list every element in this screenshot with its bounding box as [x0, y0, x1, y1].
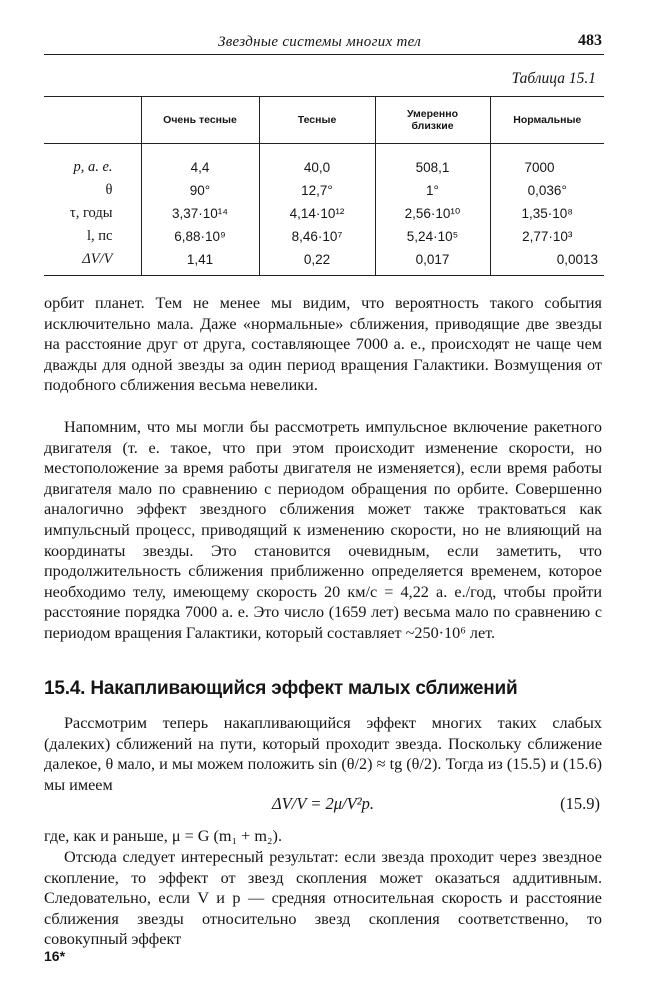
paragraph: орбит планет. Тем не менее мы видим, что вероятность такого события исключительно мала. Даже «нормальные» сближения, приводящие две звезды на расстояние друг от друга, составляющее 7000 а. е., происходят не чаще чем дважды для одной звезды за один период вращения Галактики. Возмущения от подобного сближения весьма невелики. [44, 294, 602, 395]
page-header [44, 30, 604, 55]
table-cell: 7000 [490, 144, 604, 180]
table-cell: 0,036° [490, 179, 604, 202]
table-cell: 90° [141, 179, 259, 202]
section-heading: 15.4. Накапливающийся эффект малых сближений [44, 678, 518, 699]
table-cell: 1,35·10⁸ [490, 202, 604, 225]
table-cell: 5,24·10⁵ [375, 225, 490, 248]
table-caption: Таблица 15.1 [511, 70, 596, 87]
table-header-cell: Тесные [259, 97, 375, 144]
table-cell: 1,41 [141, 248, 259, 276]
table-header-cell: Очень тесные [141, 97, 259, 144]
paragraph: Рассмотрим теперь накапливающийся эффект многих таких слабых (далеких) сближений на пути, который проходит звезда. Поскольку сближение далекое, θ мало, и мы можем положить sin (θ/2) ≈ tg (θ/2). Тогда из (15.5) и (15.6) мы имеем [44, 714, 602, 794]
equation-number: (15.9) [560, 794, 600, 813]
table-cell: 8,46·10⁷ [259, 225, 375, 248]
paragraph: где, как и раньше, μ = G (m₁ + m₂). [44, 827, 282, 845]
table-header-cell: Умеренно близкие [375, 97, 490, 144]
table-cell: 1° [375, 179, 490, 202]
table-cell: 4,14·10¹² [259, 202, 375, 225]
table-cell: 0,22 [259, 248, 375, 276]
table-cell: 0,017 [375, 248, 490, 276]
table-cell: 6,88·10⁹ [141, 225, 259, 248]
page-number: 483 [578, 32, 602, 49]
table-row [44, 248, 604, 276]
table-cell: 12,7° [259, 179, 375, 202]
table-cell: 0,0013 [490, 248, 604, 276]
table-cell: 40,0 [259, 144, 375, 180]
table-header-cell [44, 97, 141, 144]
table-header-cell: Нормальные [490, 97, 604, 144]
table-cell: 4,4 [141, 144, 259, 180]
table-cell: 3,37·10¹⁴ [141, 202, 259, 225]
equation [44, 794, 602, 816]
table-row [44, 144, 604, 180]
row-label: l, пс [87, 228, 113, 244]
table-row [44, 179, 604, 202]
paragraph: Напомним, что мы могли бы рассмотреть импульсное включение ракетного двигателя (т. е. такое, что при этом происходит изменение скорости, но местоположение за время работы двигателя не изменяется), если время работы двигателя мало по сравнению с периодом обращения по орбите. Совершенно аналогично эффект звездного сближения может также трактоваться как импульсный процесс, приводящий к изменению скорости, но не влияющий на координаты звезды. Это становится очевидным, если заметить, что продолжительность сближения приближенно определяется временем, которое необходимо телу, имеющему скорость 20 км/с = 4,22 а. е./год, чтобы пройти расстояние порядка 7000 а. е. Это число (1659 лет) весьма мало по сравнению с периодом вращения Галактики, который составляет ~250·10⁶ лет. [44, 418, 602, 642]
table-header-row [44, 97, 604, 144]
table-cell: 508,1 [375, 144, 490, 180]
signature-mark: 16* [44, 948, 66, 964]
running-title: Звездные системы многих тел [218, 34, 422, 50]
row-label: θ [105, 182, 113, 198]
data-table [44, 96, 604, 276]
table-cell: 2,77·10³ [490, 225, 604, 248]
table-cell: 2,56·10¹⁰ [375, 202, 490, 225]
table-row [44, 202, 604, 225]
row-label: τ, годы [69, 205, 113, 221]
table-row [44, 225, 604, 248]
formula: ΔV/V = 2μ/V²p. [271, 794, 375, 813]
paragraph: Отсюда следует интересный результат: если звезда проходит через звездное скопление, то эффект от звезд скопления может оказаться аддитивным. Следовательно, если V и p — средняя относительная скорость и расстояние сближения звезды относительно звезд скопления соответственно, то совокупный эффект [44, 848, 602, 949]
row-label: p, а. е. [73, 159, 113, 175]
row-label: ΔV/V [44, 248, 141, 276]
